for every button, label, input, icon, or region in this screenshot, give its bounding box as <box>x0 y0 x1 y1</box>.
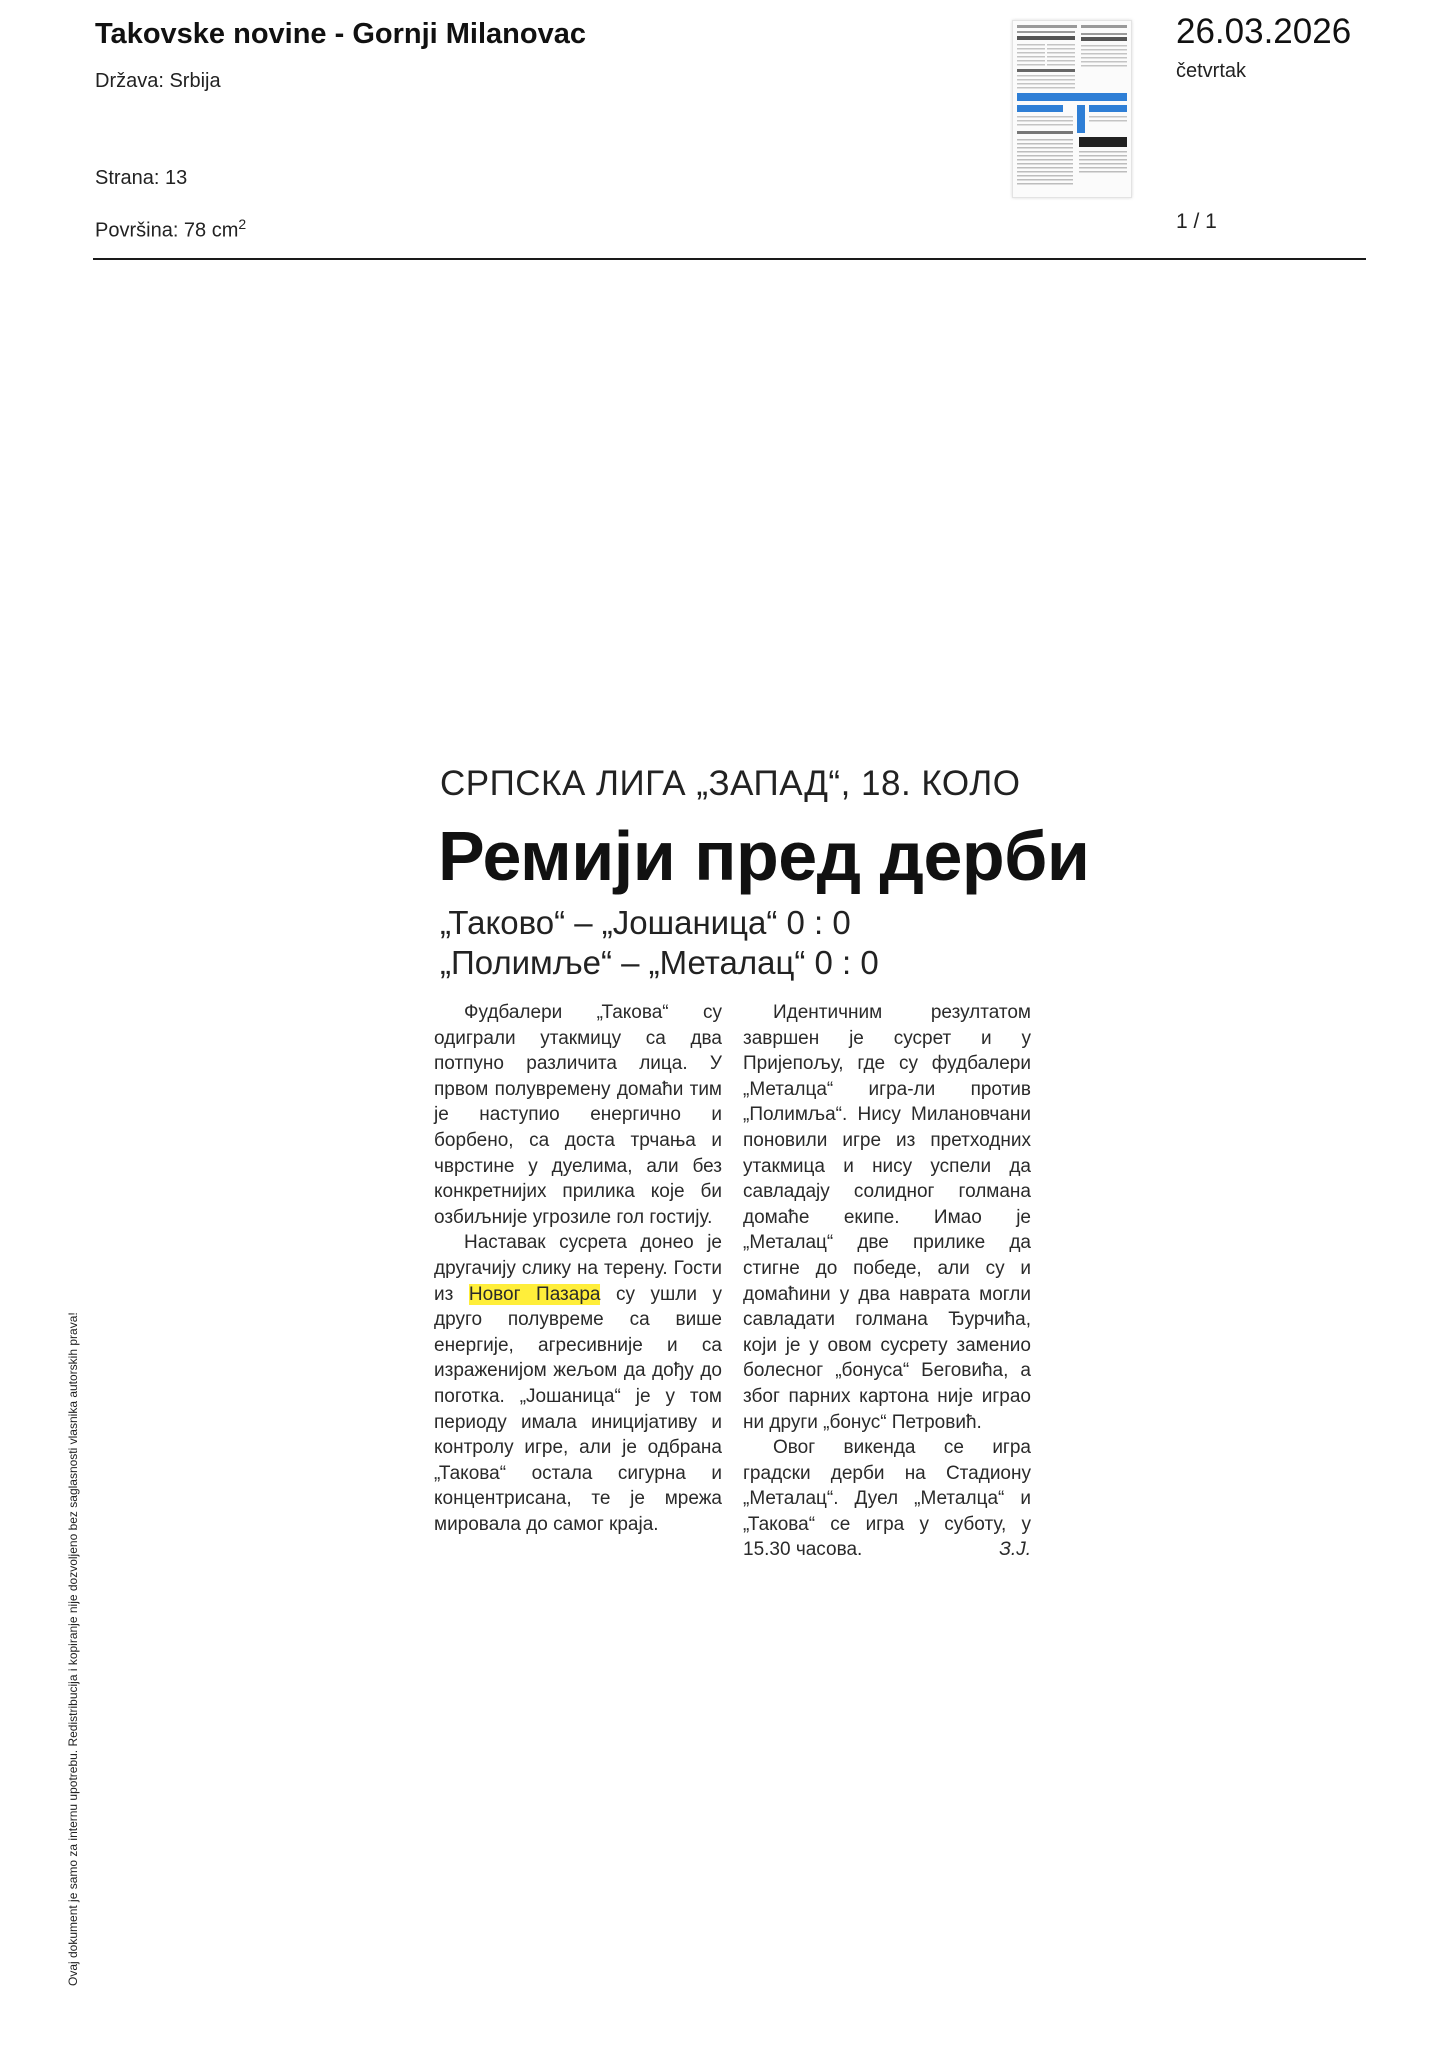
area-label <box>95 216 246 243</box>
page-thumbnail[interactable] <box>1012 20 1132 198</box>
col2-paragraph-1: Идентичним резултатом завршен је сусрет и у Пријепољу, где су фудбалери „Металца“ игра-ли против „Полимља“. Нису Милановчани поновили игре из претходних утакмица и нису успели да савладају солидног голмана домаће екипе. Имао је „Металац“ две прилике да стигне до победе, али су и домаћини у два наврата могли савладати голмана Ђурчића, који је у овом сусрету заменио болесног „бонуса“ Беговића, а због парних картона није играо ни други „бонус“ Петровић. <box>743 1002 1031 1433</box>
page-number-label: Strana: 13 <box>95 167 188 189</box>
col1-paragraph-2 <box>434 1230 722 1537</box>
country-label: Država: Srbija <box>95 70 221 92</box>
article-kicker: СРПСКА ЛИГА „ЗАПАД“, 18. КОЛО <box>440 764 1021 803</box>
highlighted-term: Новог Пазара <box>468 1283 601 1305</box>
col2-paragraph-2 <box>743 1435 1031 1563</box>
area-superscript: 2 <box>238 216 247 232</box>
copyright-notice: Ovaj dokument je samo za internu upotrebu. Redistribucija i kopiranje nije dozvoljeno bez saglasnosti vlasnika autorskih prava! <box>66 1312 80 1986</box>
author-signature: З.Ј. <box>999 1539 1031 1561</box>
match-result-2: „Полимље“ – „Металац“ 0 : 0 <box>440 944 879 981</box>
col2-p2-text: Овог викенда се игра градски дерби на Стадиону „Металац“. Дуел „Металца“ и „Такова“ се игра у суботу, у 15.30 часова. <box>743 1437 1031 1561</box>
page-thumbnail-image <box>1013 21 1131 197</box>
article-headline: Ремији пред дерби <box>438 817 1090 895</box>
page-count-label: 1 / 1 <box>1176 210 1217 233</box>
match-result-1: „Таково“ – „Јошаница“ 0 : 0 <box>440 904 851 941</box>
article-column-2 <box>743 1000 1031 1563</box>
col1-paragraph-1: Фудбалери „Такова“ су одиграли утакмицу са два потпуно различита лица. У првом полувремену домаћи тим је наступио енергично и борбено, са доста трчања и чврстине у дуелима, али без конкретнијих прилика које би озбиљније угрозиле гол гостију. <box>434 1002 722 1228</box>
weekday-label: četvrtak <box>1176 60 1247 82</box>
col1-p2-text-b: су ушли у друго полувреме са више енергије, агресивније и са израженијом жељом да дођу до поготка. „Јошаница“ је у том периоду имала иницијативу и контролу игре, али је одбрана „Такова“ остала сигурна и концентрисана, те је мрежа мировала до самог краја. <box>434 1283 723 1535</box>
publication-title: Takovske novine - Gornji Milanovac <box>95 18 586 50</box>
article-column-1 <box>434 1000 722 1537</box>
date-label: 26.03.2026 <box>1176 12 1352 51</box>
header-divider <box>93 258 1366 260</box>
col1-p2-text-a: Наставак сусрета донео је другачију слику на терену. Гости из <box>434 1232 722 1305</box>
area-text: Površina: 78 cm <box>95 219 239 242</box>
